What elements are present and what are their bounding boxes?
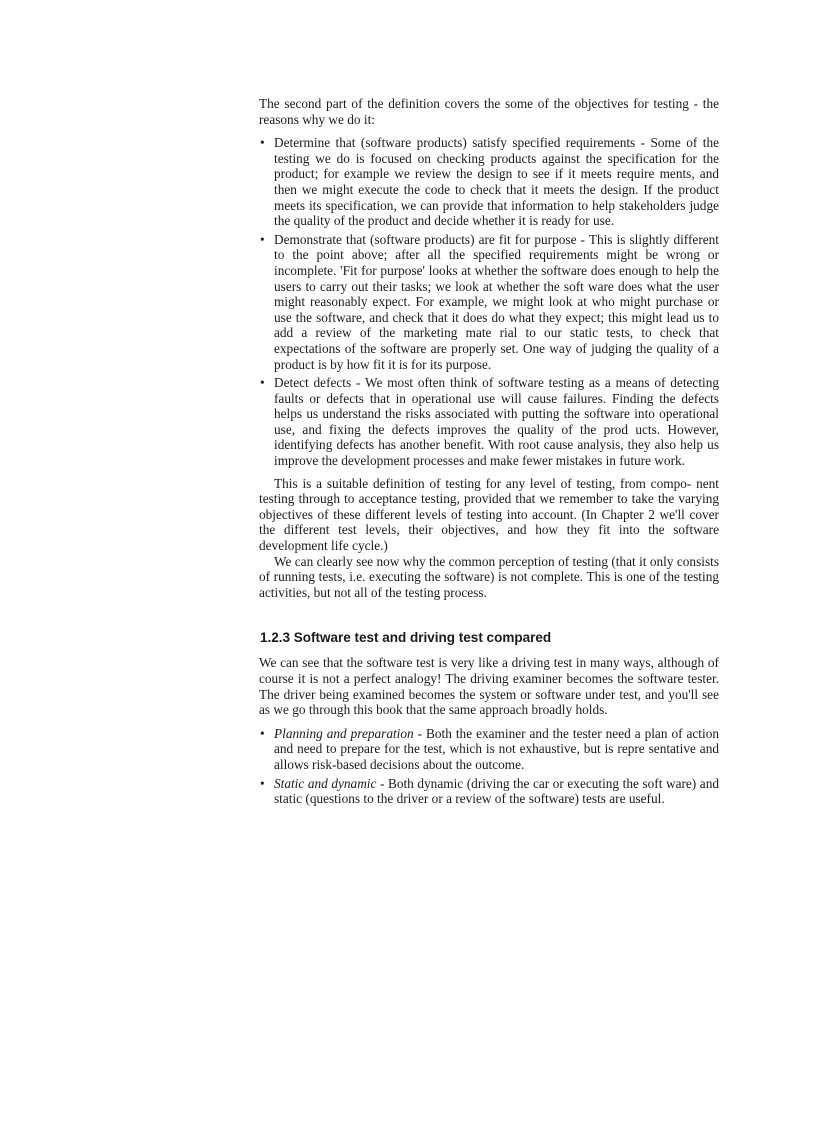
section-paragraph: We can see that the software test is very like a driving test in many ways, although of course it is not a perfect analogy! The driving examiner becomes the software tester. The driver being examined becomes the system or software under test, and you'll see as we go through this book that the same approach broadly holds. — [259, 655, 719, 718]
comparison-text: - Both the examiner and the tester need a plan of action and need to prepare for the test, which is not exhaustive, but is repre sentative and allows risk-based decisions about the outcome. — [274, 725, 719, 772]
objective-fit-for-purpose: • Demonstrate that (software products) are fit for purpose - This is slightly different to the point above; after all the specified requirements might be wrong or incomplete. 'Fit for purpose' looks at whether the software does enough to help the users to carry out their tasks; we look at whether the soft ware does what the user might reasonably expect. For example, we might look at who might purchase or use the software, and check that it does do what they expect; this might lead us to add a review of the marketing mate rial to our static tests, to check that expectations of the software are properly set. One way of judging the quality of a product is by how fit it is for its purpose. — [259, 232, 719, 372]
objectives-list — [259, 135, 719, 468]
definition-paragraph: This is a suitable definition of testing for any level of testing, from compo- nent testing through to acceptance testing, provided that we remember to take the varying objectives of these different levels of testing into account. (In Chapter 2 we'll cover the different test levels, their objectives, and how they fit into the software development life cycle.) — [259, 475, 719, 554]
comparison-text: - Both dynamic (driving the car or executing the soft ware) and static (questions to the driver or a review of the software) tests are useful. — [274, 775, 719, 807]
objective-detect-defects: • Detect defects - We most often think of software testing as a means of detecting faults or defects that in operational use will cause failures. Finding the defects helps us understand the risks associated with putting the software into operational use, and fixing the defects improves the quality of the prod ucts. However, identifying defects has another benefit. With root cause analysis, they also help us improve the development processes and make fewer mistakes in future work. — [259, 375, 719, 469]
objective-requirements: • Determine that (software products) satisfy specified requirements - Some of the testing we do is focused on checking products against the specification for the product; for example we review the design to see if it meets require ments, and then we might execute the code to check that it meets the design. If the product meets its specification, we can provide that information to help stakeholders judge the quality of the product and decide whether it is ready for use. — [259, 135, 719, 229]
intro-paragraph: The second part of the definition covers the some of the objectives for testing - the reasons why we do it: — [259, 96, 719, 127]
comparison-item — [259, 776, 719, 807]
comparison-item — [259, 726, 719, 773]
section-heading: 1.2.3 Software test and driving test compared — [260, 630, 552, 646]
comparison-term: Planning and preparation — [274, 725, 414, 741]
document-page — [259, 96, 719, 810]
comparison-list — [259, 726, 719, 807]
comparison-term: Static and dynamic — [274, 775, 377, 791]
perception-paragraph: We can clearly see now why the common perception of testing (that it only consists of running tests, i.e. executing the software) is not complete. This is one of the testing activities, but not all of the testing process. — [259, 553, 719, 600]
